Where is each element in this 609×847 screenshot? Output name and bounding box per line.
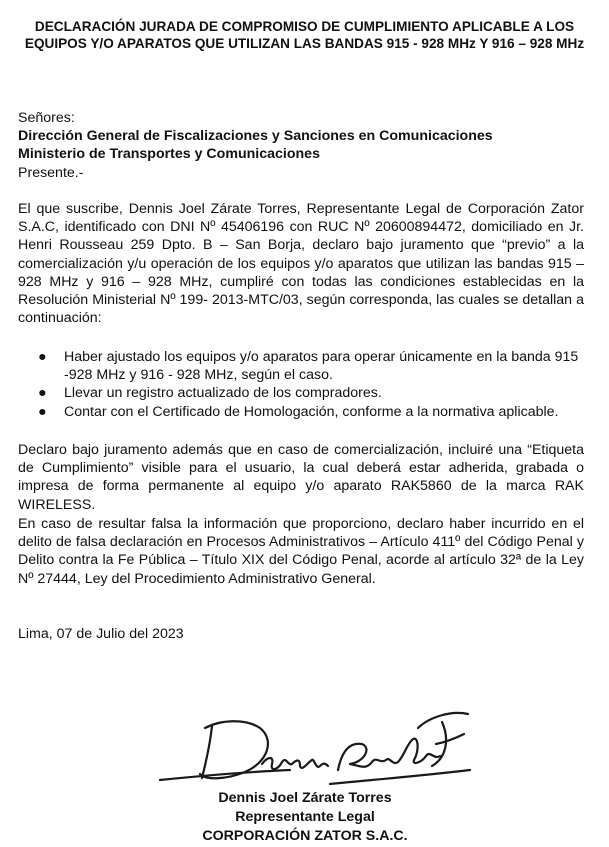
recipient-line-2: Ministerio de Transportes y Comunicaciones — [18, 146, 320, 163]
recipient-line-1: Dirección General de Fiscalizaciones y Sanciones en Comunicaciones — [18, 128, 493, 145]
bullet-icon: ● — [38, 349, 47, 365]
bullet-icon: ● — [38, 403, 47, 420]
list-item — [18, 384, 584, 402]
declaration-paragraph: El que suscribe, Dennis Joel Zárate Torres, Representante Legal de Corporación Zator S.A.C, identificado con DNI Nº 45406196 con RUC Nº 20600894472, domiciliado en Jr. Henri Rousseau 259 Dpto. B – San Borja, declaro bajo juramento que “previo” a la comercialización y/u operación de los equipos y/o aparatos que utilizan las bandas 915 – 928 MHz y 916 – 928 MHz, cumpliré con todas las condiciones establecidas en la Resolución Ministerial Nº 199- 2013-MTC/03, según corresponda, las cuales se detallan a continuación: — [18, 201, 584, 327]
signatory-company: CORPORACIÓN ZATOR S.A.C. — [202, 828, 408, 844]
signatory-name: Dennis Joel Zárate Torres — [218, 790, 392, 806]
labeling-paragraph: Declaro bajo juramento además que en caso de comercialización, incluiré una “Etiqueta de Cumplimiento” visible para el usuario, la cual deberá estar adherida, grabada o impresa de forma permanente al equipo y/o aparato RAK5860 de la marca RAK WIRELESS. — [18, 442, 584, 513]
liability-paragraph: En caso de resultar falsa la información que proporciono, declaro haber incurrido en el delito de falsa declaración en Procesos Administrativos – Artículo 411º del Código Penal y Delito contra la Fe Pública – Título XIX del Código Penal, acorde al artículo 32ª de la Ley Nº 27444, Ley del Procedimiento Administrativo General. — [18, 516, 584, 587]
list-item — [18, 403, 584, 421]
place-date: Lima, 07 de Julio del 2023 — [18, 626, 184, 642]
list-item — [18, 348, 584, 384]
handwritten-signature — [150, 700, 480, 800]
bullet-icon: ● — [38, 385, 47, 402]
document-title: DECLARACIÓN JURADA DE COMPROMISO DE CUMPLIMIENTO APLICABLE A LOS EQUIPOS Y/O APARATOS QUE UTILIZAN LAS BANDAS 915 - 928 MHz Y 916 – 928 MHz — [24, 19, 585, 51]
salutation: Señores: — [18, 110, 75, 126]
signatory-block — [150, 789, 460, 846]
conditions-list — [18, 348, 584, 421]
list-item-text: Llevar un registro actualizado de los compradores. — [64, 385, 382, 402]
list-item-text: Haber ajustado los equipos y/o aparatos para operar únicamente en la banda 915 -928 MHz y 916 - 928 MHz, según el caso. — [64, 349, 579, 384]
list-item-text: Contar con el Certificado de Homologación, conforme a la normativa aplicable. — [64, 403, 559, 420]
signatory-role: Representante Legal — [235, 809, 375, 825]
presente-line: Presente.- — [18, 164, 84, 181]
recipient-block — [18, 109, 584, 182]
